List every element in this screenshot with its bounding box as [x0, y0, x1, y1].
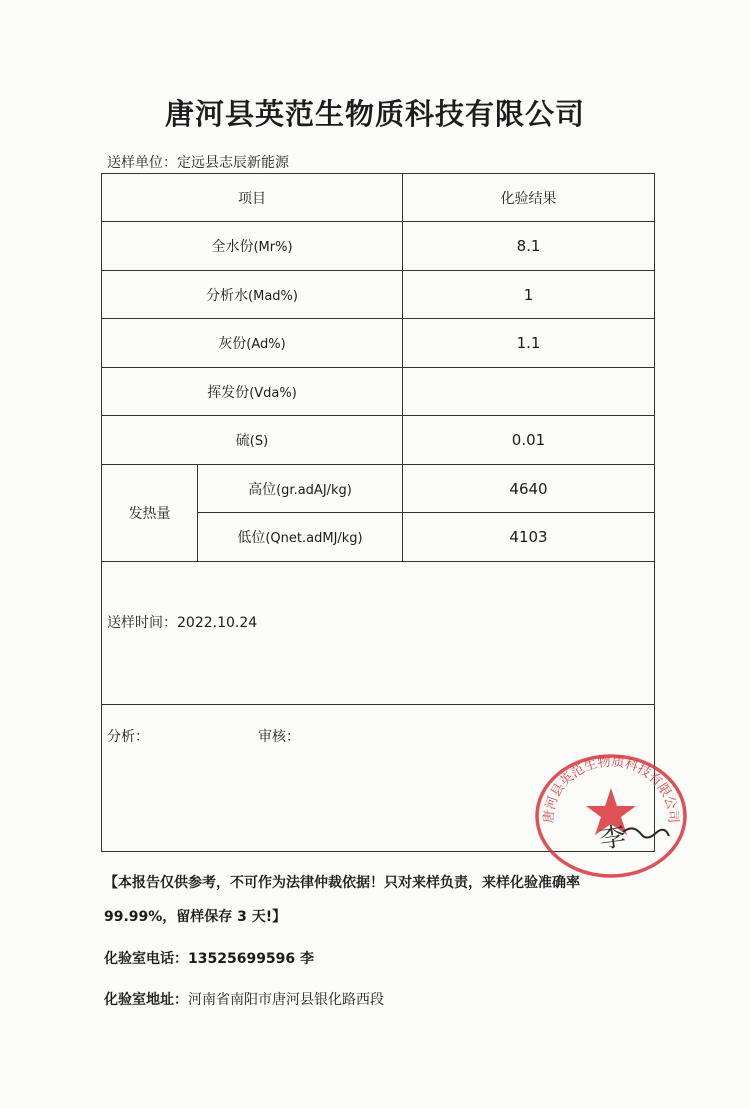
row-value-analysis-water: 1 [403, 271, 655, 319]
table-row [102, 368, 655, 416]
sender-value: 定远县志辰新能源 [177, 155, 289, 171]
table-row [102, 271, 655, 319]
table-row [102, 319, 655, 368]
handwritten-signature: 李 [597, 821, 628, 855]
sample-time-label: 送样时间： [107, 615, 177, 631]
row-label-sulfur: 硫(S) [102, 416, 403, 465]
row-label-moisture: 全水份(Mr%) [102, 222, 403, 271]
sample-time-section [102, 562, 655, 705]
table-header-row [102, 174, 655, 222]
lab-phone-label: 化验室电话： [104, 951, 188, 967]
header-result: 化验结果 [403, 174, 655, 222]
header-item: 项目 [102, 174, 403, 222]
row-value-low-heat: 4103 [403, 513, 655, 562]
row-label-low-heat: 低位(Qnet.adMJ/kg) [198, 513, 403, 562]
table-row [102, 416, 655, 465]
table-row [102, 222, 655, 271]
heat-group-label: 发热量 [102, 465, 198, 562]
table-row [102, 465, 655, 513]
company-title: 唐河县英范生物质科技有限公司 [164, 97, 585, 131]
row-label-analysis-water: 分析水(Mad%) [102, 271, 403, 319]
signature-stroke [623, 828, 669, 837]
row-value-high-heat: 4640 [403, 465, 655, 513]
review-label: 审核： [258, 729, 300, 745]
sample-time-value: 2022.10.24 [177, 615, 258, 631]
company-seal [531, 740, 691, 880]
notice-line-1: 【本报告仅供参考，不可作为法律仲裁依据！只对来样负责，来样化验准确率 [104, 875, 580, 891]
lab-address-value: 河南省南阳市唐河县银化路西段 [188, 992, 384, 1008]
analysis-label: 分析： [107, 729, 149, 745]
row-value-volatile [403, 368, 655, 416]
row-value-sulfur: 0.01 [403, 416, 655, 465]
row-value-moisture: 8.1 [403, 222, 655, 271]
lab-phone [104, 948, 314, 968]
seal-text: 唐河县英范生物质科技有限公司 [541, 754, 681, 824]
sender-line [107, 152, 289, 172]
lab-phone-value: 13525699596 李 [188, 951, 315, 967]
sender-label: 送样单位： [107, 155, 177, 171]
row-value-ash: 1.1 [403, 319, 655, 368]
row-label-high-heat: 高位(gr.adAJ/kg) [198, 465, 403, 513]
row-label-ash: 灰份(Ad%) [102, 319, 403, 368]
row-label-volatile: 挥发份(Vda%) [102, 368, 403, 416]
sample-time [107, 612, 257, 632]
lab-address [104, 989, 384, 1009]
notice-line-2: 99.99%，留样保存 3 天!】 [104, 909, 287, 925]
lab-address-label: 化验室地址： [104, 992, 188, 1008]
